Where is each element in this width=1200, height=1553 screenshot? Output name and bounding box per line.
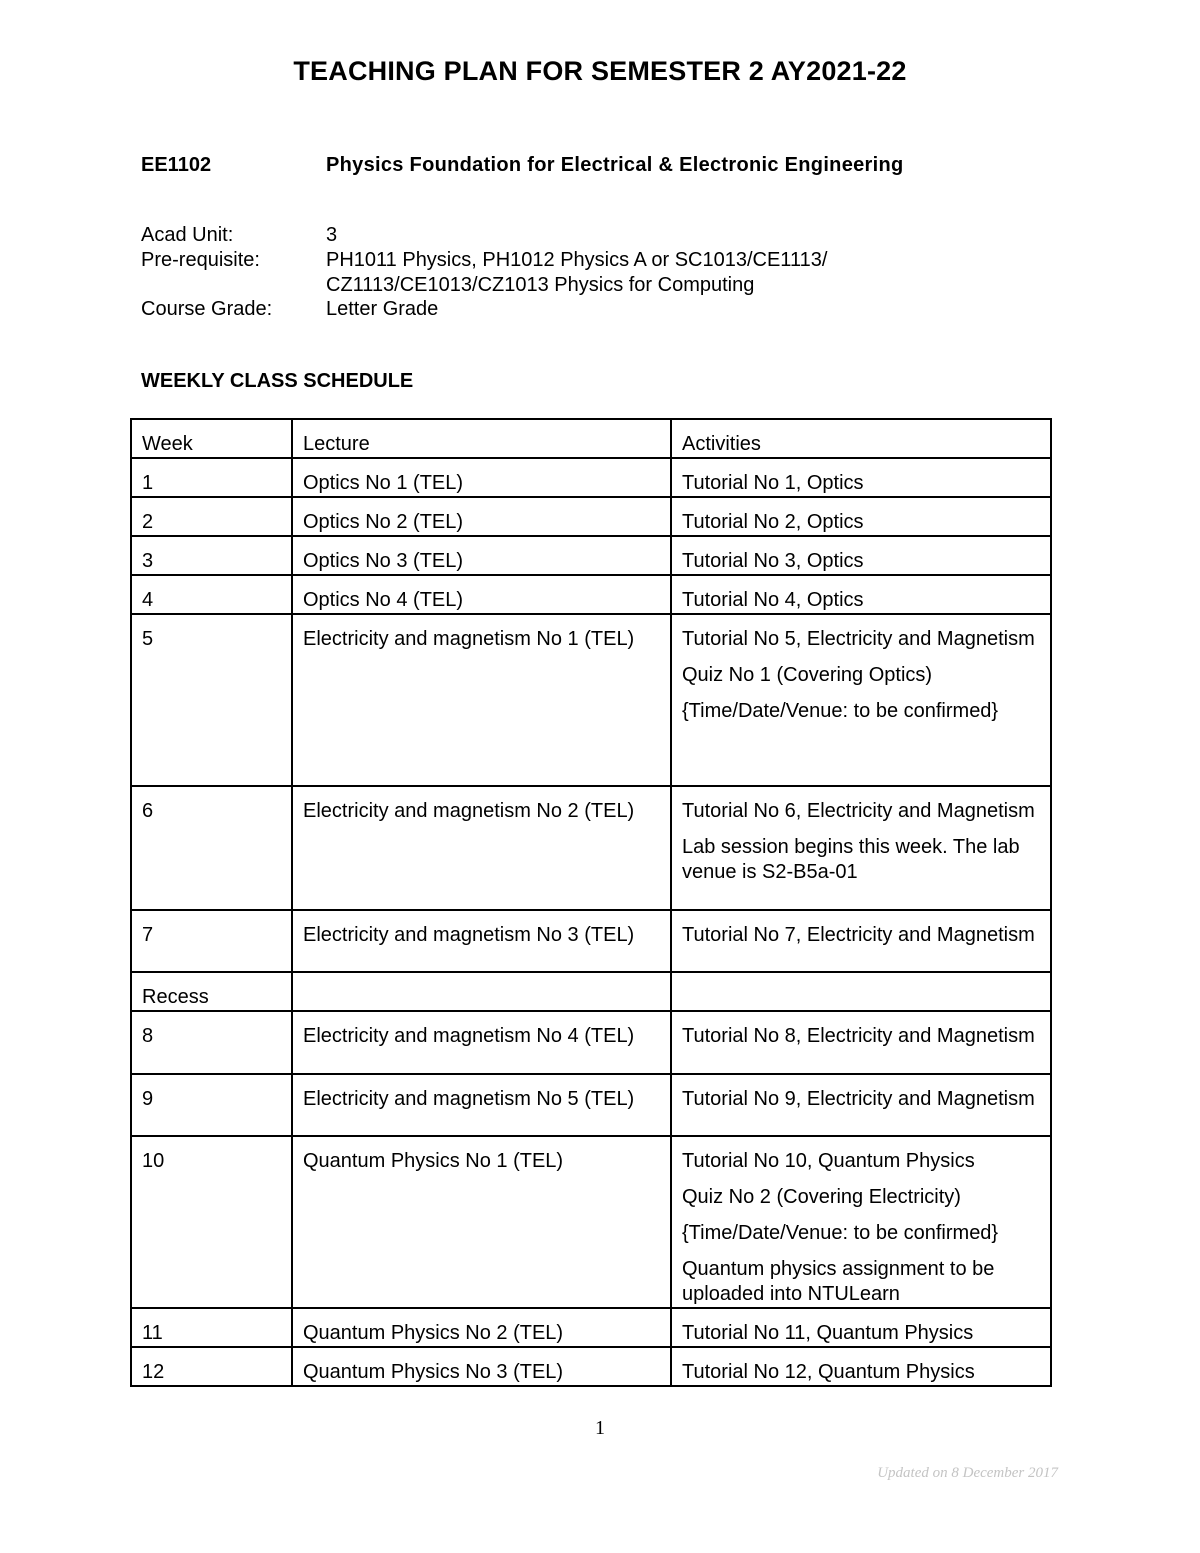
- activities-cell: [671, 1011, 1051, 1074]
- lecture-cell: Electricity and magnetism No 2 (TEL): [292, 786, 671, 910]
- activities-cell: [671, 1308, 1051, 1347]
- activities-cell: [671, 1347, 1051, 1386]
- week-cell: 7: [131, 910, 292, 972]
- lecture-cell: Quantum Physics No 3 (TEL): [292, 1347, 671, 1386]
- activity-item: Tutorial No 9, Electricity and Magnetism: [682, 1088, 1035, 1110]
- weekly-schedule-heading: WEEKLY CLASS SCHEDULE: [141, 370, 414, 392]
- table-row: [131, 575, 1051, 614]
- header-activities: Activities: [671, 419, 1051, 458]
- weekly-schedule-table: [130, 418, 1052, 1387]
- lecture-cell: Optics No 3 (TEL): [292, 536, 671, 575]
- lecture-cell: Quantum Physics No 1 (TEL): [292, 1136, 671, 1308]
- week-cell: 2: [131, 497, 292, 536]
- lecture-cell: Optics No 4 (TEL): [292, 575, 671, 614]
- week-cell: 1: [131, 458, 292, 497]
- activities-cell: [671, 910, 1051, 972]
- activities-cell: [671, 972, 1051, 1011]
- activities-cell: [671, 786, 1051, 910]
- activity-item: Quantum physics assignment to be uploaded into NTULearn: [682, 1258, 995, 1305]
- table-row: [131, 497, 1051, 536]
- table-row: [131, 614, 1051, 786]
- activities-cell: [671, 458, 1051, 497]
- week-cell: Recess: [131, 972, 292, 1011]
- activity-item: Tutorial No 8, Electricity and Magnetism: [682, 1025, 1035, 1047]
- week-cell: 11: [131, 1308, 292, 1347]
- table-row: [131, 1011, 1051, 1074]
- course-code: EE1102: [141, 154, 212, 176]
- activity-item: Tutorial No 3, Optics: [682, 550, 864, 572]
- table-row: [131, 1308, 1051, 1347]
- lecture-cell: Electricity and magnetism No 3 (TEL): [292, 910, 671, 972]
- lecture-cell: Electricity and magnetism No 5 (TEL): [292, 1074, 671, 1136]
- table-header-row: [131, 419, 1051, 458]
- prerequisite-value-line1: PH1011 Physics, PH1012 Physics A or SC1013/CE1113/: [326, 249, 828, 271]
- course-grade-value: Letter Grade: [326, 298, 439, 320]
- lecture-cell: Quantum Physics No 2 (TEL): [292, 1308, 671, 1347]
- week-cell: 9: [131, 1074, 292, 1136]
- activity-item: Tutorial No 4, Optics: [682, 589, 864, 611]
- footer-update-note: Updated on 8 December 2017: [877, 1465, 1058, 1481]
- acad-unit-value: 3: [326, 224, 338, 246]
- page-title: TEACHING PLAN FOR SEMESTER 2 AY2021-22: [293, 56, 907, 86]
- header-week: Week: [131, 419, 292, 458]
- table-row: [131, 536, 1051, 575]
- activities-cell: [671, 536, 1051, 575]
- prerequisite-label: Pre-requisite:: [141, 249, 260, 271]
- activity-item: Quiz No 1 (Covering Optics): [682, 664, 933, 686]
- lecture-cell: Electricity and magnetism No 4 (TEL): [292, 1011, 671, 1074]
- activity-item: Tutorial No 2, Optics: [682, 511, 864, 533]
- header-lecture: Lecture: [292, 419, 671, 458]
- table-row: [131, 1347, 1051, 1386]
- week-cell: 12: [131, 1347, 292, 1386]
- week-cell: 8: [131, 1011, 292, 1074]
- activity-item: Tutorial No 10, Quantum Physics: [682, 1150, 975, 1172]
- activity-item: Tutorial No 12, Quantum Physics: [682, 1361, 975, 1383]
- activity-item: Tutorial No 5, Electricity and Magnetism: [682, 628, 1035, 650]
- course-grade-label: Course Grade:: [141, 298, 273, 320]
- table-row: [131, 972, 1051, 1011]
- activity-item: Tutorial No 6, Electricity and Magnetism: [682, 800, 1035, 822]
- activity-item: Tutorial No 7, Electricity and Magnetism: [682, 924, 1035, 946]
- page-number: 1: [595, 1417, 605, 1439]
- activities-cell: [671, 614, 1051, 786]
- activities-cell: [671, 575, 1051, 614]
- activity-item: Lab session begins this week. The lab venue is S2-B5a-01: [682, 836, 1020, 883]
- table-row: [131, 1074, 1051, 1136]
- schedule-body: [131, 458, 1051, 1386]
- activities-cell: [671, 497, 1051, 536]
- week-cell: 10: [131, 1136, 292, 1308]
- week-cell: 5: [131, 614, 292, 786]
- table-row: [131, 910, 1051, 972]
- acad-unit-label: Acad Unit:: [141, 224, 234, 246]
- table-row: [131, 786, 1051, 910]
- lecture-cell: Optics No 1 (TEL): [292, 458, 671, 497]
- prerequisite-value-line2: CZ1113/CE1013/CZ1013 Physics for Computing: [326, 274, 755, 296]
- activities-cell: [671, 1136, 1051, 1308]
- lecture-cell: Optics No 2 (TEL): [292, 497, 671, 536]
- week-cell: 3: [131, 536, 292, 575]
- activities-cell: [671, 1074, 1051, 1136]
- week-cell: 6: [131, 786, 292, 910]
- activity-item: Quiz No 2 (Covering Electricity): [682, 1186, 961, 1208]
- table-row: [131, 458, 1051, 497]
- activity-item: {Time/Date/Venue: to be confirmed}: [682, 700, 999, 722]
- lecture-cell: [292, 972, 671, 1011]
- lecture-cell: Electricity and magnetism No 1 (TEL): [292, 614, 671, 786]
- activity-item: {Time/Date/Venue: to be confirmed}: [682, 1222, 999, 1244]
- activity-item: Tutorial No 11, Quantum Physics: [682, 1322, 974, 1344]
- activity-item: Tutorial No 1, Optics: [682, 472, 864, 494]
- course-name: Physics Foundation for Electrical & Electronic Engineering: [326, 154, 904, 176]
- table-row: [131, 1136, 1051, 1308]
- week-cell: 4: [131, 575, 292, 614]
